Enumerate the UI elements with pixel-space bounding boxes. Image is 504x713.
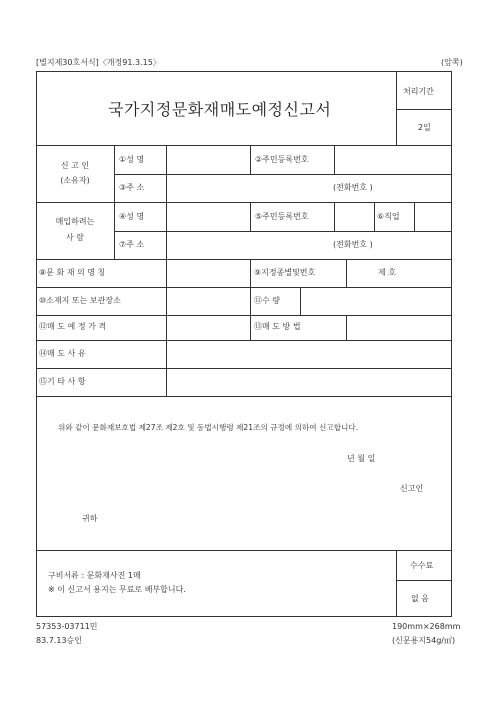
buyer-job-label: ⑥직업 <box>377 212 400 221</box>
quantity-label: ⑪수 량 <box>254 296 280 305</box>
buyer-label: 매입하려는 <box>55 217 95 226</box>
date-line[interactable]: 년 월 일 <box>347 454 376 463</box>
fee-value: 없 음 <box>411 594 429 603</box>
reporter-address-field[interactable] <box>167 175 327 201</box>
buyer-job-field[interactable] <box>415 203 451 230</box>
sale-reason-label: ⑭매 도 사 유 <box>39 349 86 358</box>
form-title: 국가지정문화재매도예정신고서 <box>108 100 332 119</box>
location-label: ⑩소재지 또는 보관장소 <box>39 296 121 305</box>
reporter-label: 신 고 인 <box>60 161 90 170</box>
asset-name-label: ⑧문 화 재 의 명 칭 <box>39 268 106 277</box>
processing-period-value: 2일 <box>418 123 431 132</box>
planned-price-field[interactable] <box>167 316 249 339</box>
planned-price-label: ⑫매 도 예 정 가 격 <box>39 322 107 331</box>
required-documents: 구비서류 : 문화재사진 1매 <box>48 571 141 580</box>
paper-size: 190mm×268mm <box>392 622 461 631</box>
declaration-text: 위와 같이 문화재보호법 제27조 제2호 및 동법시행령 제21조의 규정에 의하여 신고합니다. <box>58 423 359 432</box>
quantity-field[interactable] <box>301 288 451 314</box>
reporter-address-label: ③주 소 <box>119 183 145 192</box>
reporter-id-field[interactable] <box>335 146 451 173</box>
asset-name-field[interactable] <box>167 260 249 286</box>
fee-label: 수수료 <box>410 561 434 570</box>
reporter-name-field[interactable] <box>167 146 249 173</box>
buyer-person-label: 사 람 <box>66 233 84 242</box>
sale-reason-field[interactable] <box>167 341 451 367</box>
reporter-owner-label: (소유자) <box>60 176 90 185</box>
paper-type: (신문용지54g/㎡) <box>392 636 456 645</box>
buyer-id-field[interactable] <box>335 203 373 230</box>
reporter-name-label: ①성 명 <box>119 155 145 164</box>
location-field[interactable] <box>167 288 249 314</box>
recipient-label: 귀하 <box>82 514 98 523</box>
processing-period-label: 처리기간 <box>403 87 434 96</box>
approval-date: 83.7.13승인 <box>36 636 82 645</box>
signer-label[interactable]: 신고인 <box>400 484 424 493</box>
sale-method-label: ⑬매 도 방 법 <box>254 322 301 331</box>
designation-label: ⑨지정종별및번호 <box>254 268 316 277</box>
buyer-address-label: ⑦주 소 <box>119 240 145 249</box>
buyer-id-label: ⑤주민등록번호 <box>255 212 309 221</box>
designation-number-value[interactable]: 제 호 <box>378 268 396 277</box>
page-side-label: (앞쪽) <box>441 58 463 67</box>
reporter-phone-label: (전화번호 ) <box>333 183 373 192</box>
buyer-address-field[interactable] <box>167 232 327 258</box>
form-reference: [별지제30호서식]〈개정91.3.15〉 <box>36 58 161 67</box>
sale-method-field[interactable] <box>347 316 451 339</box>
other-matters-field[interactable] <box>167 369 451 395</box>
other-matters-label: ⑮기 타 사 항 <box>39 377 86 386</box>
buyer-name-field[interactable] <box>167 203 249 230</box>
buyer-phone-label: (전화번호 ) <box>333 240 373 249</box>
free-distribution-note: ※ 이 신고서 용지는 무료로 배부합니다. <box>48 585 186 594</box>
form-code: 57353-03711민 <box>36 622 98 631</box>
buyer-name-label: ④성 명 <box>119 212 145 221</box>
reporter-id-label: ②주민등록번호 <box>255 155 309 164</box>
